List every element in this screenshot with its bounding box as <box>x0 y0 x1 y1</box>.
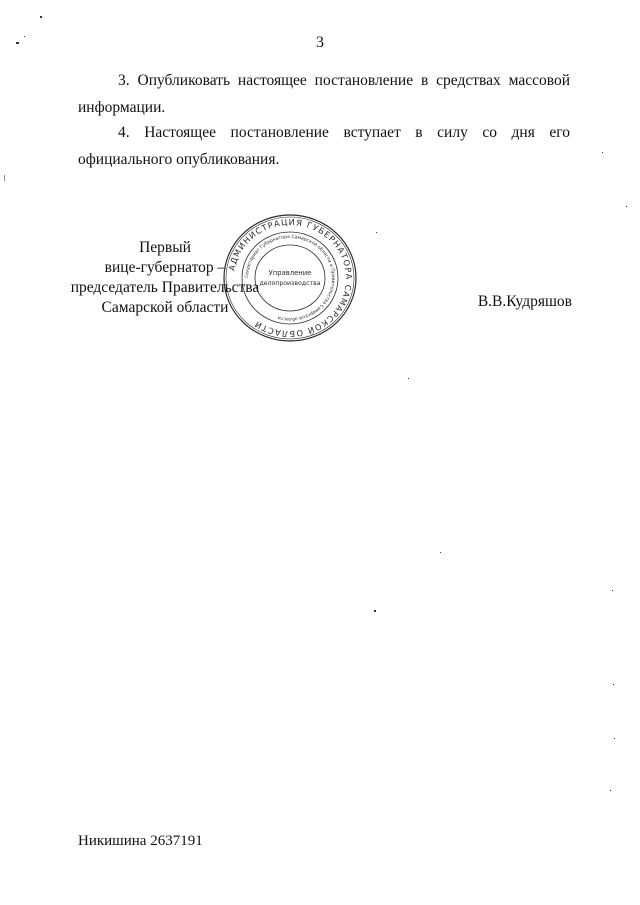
scan-speck <box>613 684 614 685</box>
seal-inner-text: Секретариат Губернатора Самарской области и Правительства Самарской области <box>244 234 336 322</box>
scan-speck <box>24 36 25 37</box>
scan-speck <box>610 790 611 791</box>
paragraph-3 <box>78 67 570 121</box>
signatory-name: В.В.Кудряшов <box>477 293 572 310</box>
paragraph-3-number: 3. <box>118 72 130 89</box>
signatory-title-line-3: председатель Правительства <box>70 279 260 296</box>
seal-center-line-2: делопроизводства <box>259 280 321 287</box>
paragraph-4-number: 4. <box>118 124 130 141</box>
seal-center-line-1: Управление <box>268 269 312 277</box>
page-number: 3 <box>316 34 324 51</box>
scan-speck <box>440 552 441 553</box>
scan-speck <box>612 590 613 591</box>
signatory-title-line-2: вице-губернатор – <box>104 259 226 276</box>
signatory-title-line-4: Самарской области <box>101 299 229 316</box>
scan-speck <box>376 232 377 233</box>
paragraph-4-text: Настоящее постановление вступает в силу со дня его официального опубликования. <box>78 124 571 168</box>
executor-contact: Никишина 2637191 <box>78 833 203 849</box>
paragraph-3-text: Опубликовать настоящее постановление в средствах массовой информации. <box>78 72 570 116</box>
official-seal-stamp <box>222 213 358 343</box>
scan-speck <box>4 175 5 181</box>
svg-text:Секретариат Губернатора Самарс <box>244 234 336 322</box>
paragraph-4 <box>78 119 570 173</box>
scan-speck <box>374 610 376 612</box>
signatory-title-line-1: Первый <box>139 239 191 256</box>
scan-speck <box>614 738 615 739</box>
scan-speck <box>40 16 42 18</box>
seal-outer-text: АДМИНИСТРАЦИЯ ГУБЕРНАТОРА САМАРСКОЙ ОБЛАСТИ <box>226 216 355 340</box>
scan-speck <box>16 42 19 44</box>
scan-speck <box>626 206 627 207</box>
scan-speck <box>602 152 603 153</box>
scan-speck <box>408 378 409 379</box>
